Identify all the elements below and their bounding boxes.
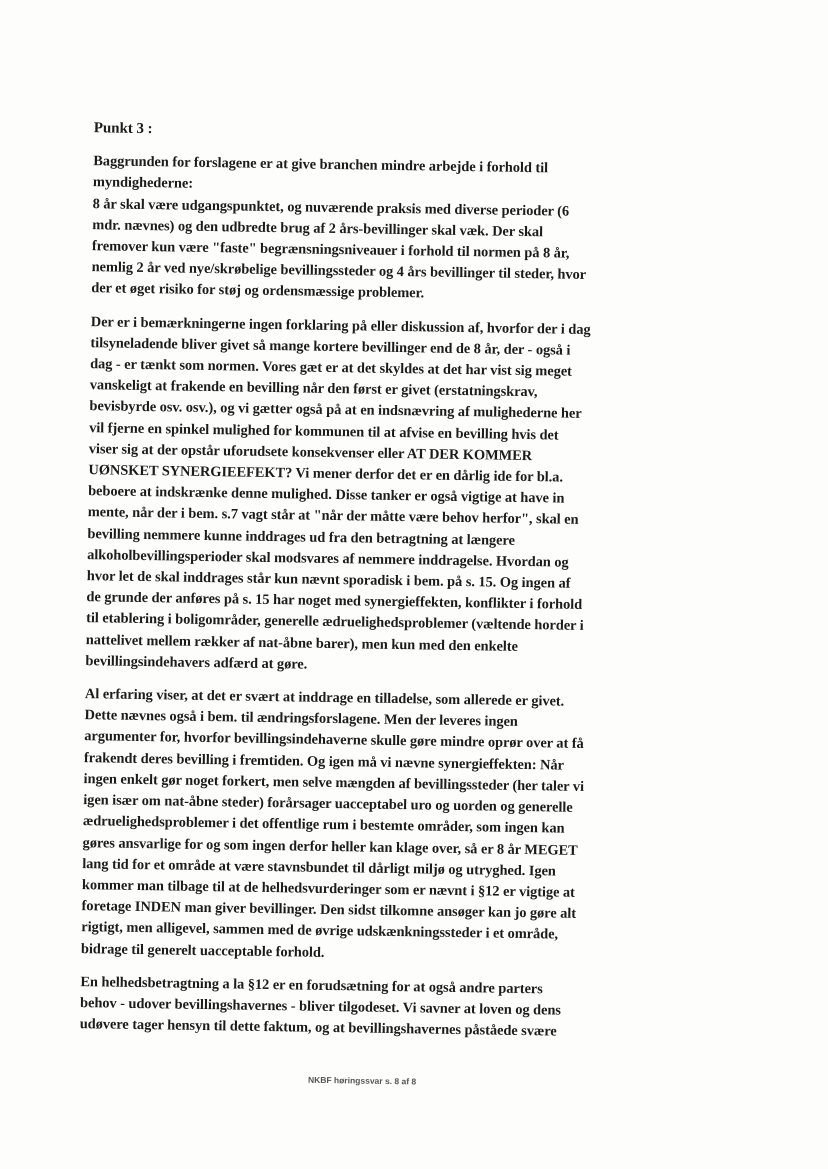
text-line: bidrage til generelt uacceptable forhold.: [80, 940, 325, 961]
text-line: Dette nævnes også i bem. til ændringsforslagene. Men der leveres ingen: [84, 707, 518, 731]
text-line: rigtigt, men alligevel, sammen med de øvrige udskænkningssteder i et område,: [81, 919, 559, 943]
text-line: nemlig 2 år ved nye/skrøbelige bevillingssteder og 4 års bevillinger til steder, hvor: [91, 259, 587, 284]
text-line: vanskeligt at frakende en bevilling når den først er givet (erstatningskrav,: [89, 377, 538, 401]
text-line: Al erfaring viser, at det er svært at inddrage en tilladelse, som allerede er givet.: [84, 686, 565, 710]
text-line: kommer man tilbage til at de helhedsvurderinger som er nævnt i §12 er vigtige at: [81, 877, 576, 901]
text-line: Der er i bemærkningerne ingen forklaring på eller diskussion af, hvorfor der i dag: [90, 313, 591, 338]
text-line: behov - udover bevillingshavernes - bliver tilgodeset. Vi savner at loven og dens: [79, 995, 562, 1019]
text-line: En helhedsbetragtning a la §12 er en forudsætning for at også andre parters: [80, 973, 543, 998]
document-body: [67, 118, 732, 1057]
text-line: vil fjerne en spinkel mulighed for kommunen til at afvise en bevilling hvis det: [89, 419, 559, 444]
text-line: frakendt deres bevilling i fremtiden. Og igen må vi nævne synergieffekten: Når: [83, 749, 565, 774]
text-line: fremover kun være "faste" begrænsningsniveauer i forhold til normen på 8 år,: [91, 238, 570, 262]
text-line: mente, når der i bem. s.7 vagt står at "når der måtte være behov herfor", skal en: [87, 504, 579, 529]
text-line: mdr. nævnes) og den udbredte brug af 2 års-bevillinger skal væk. Der skal: [92, 216, 544, 241]
text-line: viser sig at der opstår uforudsete konsekvenser eller AT DER KOMMER: [88, 440, 533, 464]
text-line: Baggrunden for forslagene er at give branchen mindre arbejde i forhold til: [93, 153, 549, 177]
text-line: der et øget risiko for støj og ordensmæssige problemer.: [91, 280, 425, 302]
text-line: hvor let de skal inddrages står kun nævnt sporadisk i bem. på s. 15. Og ingen af: [86, 568, 571, 592]
text-line: 8 år skal være udgangspunktet, og nuværende praksis med diverse perioder (6: [92, 195, 570, 220]
paragraph-1: [91, 151, 731, 309]
text-line: argumenter for, hvorfor bevillingsindehaverne skulle gøre mindre oprør over at få: [84, 728, 584, 753]
page-footer: NKBF høringssvar s. 8 af 8: [307, 1074, 417, 1087]
text-line: nattelivet mellem rækker af nat-åbne barer), men kun med den enkelte: [85, 631, 519, 655]
text-line: de grunde der anføres på s. 15 har noget med synergieffekten, konflikter i forhold: [86, 589, 583, 614]
text-line: bevilling nemmere kunne inddrages ud fra den betragtning at længere: [87, 525, 516, 549]
text-line: UØNSKET SYNERGIEEFEKT? Vi mener derfor det er en dårlig ide for bl.a.: [88, 462, 564, 486]
text-line: til etablering i boligområder, generelle ædruelighedsproblemer (væltende horder i: [86, 610, 584, 635]
text-line: lang tid for et område at være stavnsbundet til dårligt miljø og utryghed. Igen: [82, 855, 556, 880]
text-line: bevillingsindehavers adfærd at gøre.: [85, 652, 308, 673]
text-line: ædruelighedsproblemer i det offentlige rum i bestemte områder, som ingen kan: [82, 813, 565, 837]
text-line: beboere at indskrænke denne mulighed. Disse tanker er også vigtige at have in: [88, 483, 565, 507]
text-line: udøvere tager hensyn til dette faktum, og at bevillingshavernes påståede svære: [79, 1016, 557, 1040]
text-line: tilsyneladende bliver givet så mange kortere bevillinger end de 8 år, der - også i: [90, 334, 571, 359]
text-line: ingen enkelt gør noget forkert, men selve mængden af bevillingssteder (her taler vi: [83, 770, 585, 795]
text-line: alkoholbevillingsperioder skal modsvares af nemmere inddragelse. Hvordan og: [87, 546, 569, 571]
text-line: myndighederne:: [92, 174, 194, 193]
section-heading: Punkt 3 :: [93, 120, 153, 138]
paragraph-2: [85, 312, 729, 682]
text-line: gøres ansvarlige for og som ingen derfor heller kan klage over, så er 8 år MEGET: [82, 834, 578, 859]
text-line: foretage INDEN man giver bevillinger. Den sidst tilkomne ansøger kan jo gøre alt: [81, 898, 577, 922]
paragraph-3: [81, 684, 723, 970]
text-line: igen især om nat-åbne steder) forårsager uacceptabel uro og uorden og generelle: [83, 792, 573, 816]
text-line: dag - er tænkt som normen. Vores gæt er at det skyldes at det har vist sig meget: [90, 356, 572, 380]
text-line: bevisbyrde osv. osv.), og vi gætter også på at en indsnævring af mulighederne her: [89, 398, 582, 423]
paragraph-4: [80, 972, 719, 1046]
